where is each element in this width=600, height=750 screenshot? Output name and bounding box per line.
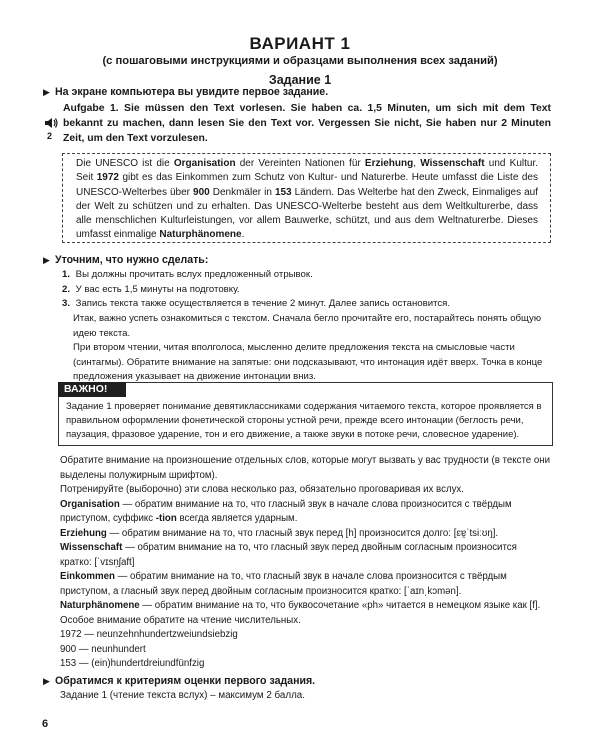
arrow-right-icon: ▶ — [43, 676, 50, 686]
reading-segment: gibt es das Einkommen zum Schutz von Kultur- und Naturerbe. Heute umfasst die Liste des UNESCO-Welterbes über — [76, 172, 538, 198]
reading-segment: und Kultur. Seit — [76, 158, 538, 184]
task-label: Aufgabe 1. — [63, 103, 119, 114]
reading-bold-word: 153 — [274, 186, 292, 198]
notes-paragraph: Обратите внимание на произношение отдельных слов, которые могут вызвать у вас трудности (в тексте они выделены полужирным шрифтом). — [60, 455, 551, 481]
number-reading: 1972 — neunzehnhundertzweiundsiebzig — [60, 629, 238, 640]
notes-paragraph: Потренируйте (выборочно) эти слова несколько раз, обязательно проговаривая их вслух. — [60, 484, 464, 495]
reading-segment: Denkmäler in — [209, 186, 275, 198]
notes-paragraph: Особое внимание обратите на чтение числительных. — [60, 614, 301, 626]
arrow-right-icon: ▶ — [43, 255, 50, 265]
reading-bold-word: Organisation — [173, 158, 236, 169]
reading-segment: Ländern. Das Welterbe hat den Zweck, Einmaliges auf der Welt zu schützen und zu erhalten. Das UNESCO-Welterbe besteht aus dem Weltkulturerbe, dass alle menschlichen Kulturleistungen, vor allem Bauwerke, schützt, und aus dem Weltnaturerbe. Dieses umfasst einmalige — [76, 186, 539, 241]
reading-segment: Die UNESCO ist die — [76, 158, 174, 169]
variant-subtitle: (с пошаговыми инструкциями и образцами выполнения всех заданий) — [102, 55, 498, 67]
reading-segment: . — [241, 229, 245, 241]
task-title: Задание 1 — [268, 73, 332, 87]
audio-track-number: 2 — [47, 131, 53, 141]
important-label: ВАЖНО! — [58, 382, 126, 397]
reading-segment: , — [413, 158, 421, 169]
variant-title: ВАРИАНТ 1 — [249, 34, 351, 53]
word-note-wissenschaft: Wissenschaft — обратим внимание на то, что гласный звук перед двойным согласным произносится кратко: [ˈvɪsn̩ʃaft] — [60, 542, 517, 568]
list-item: 3. Запись текста также осуществляется в течение 2 минут. Далее запись остановится. — [62, 298, 451, 309]
reading-segment: der Vereinten Nationen für — [235, 158, 365, 169]
number-reading: 153 — (ein)hundertdreiundfünfzig — [60, 658, 205, 669]
speaker-icon[interactable] — [44, 116, 58, 130]
word-note-organisation: Organisation — обратим внимание на то, что гласный звук в начале слова произносится с твёрдым приступом, суффикс -tion всегда является ударным. — [60, 498, 512, 524]
task-text: Sie müssen den Text vorlesen. Sie haben ca. 1,5 Minuten, um sich mit dem Text bekannt zu machen, dann lesen Sie den Text vor. Vergessen Sie nicht, Sie haben nur 2 Minuten Zeit, um den Text vorzulesen. — [63, 103, 551, 144]
task-instruction — [63, 101, 551, 146]
pronunciation-notes — [60, 454, 550, 672]
arrow-right-icon: ▶ — [43, 87, 50, 97]
page-number: 6 — [42, 718, 49, 730]
reading-text — [76, 157, 538, 243]
reading-bold-word: 900 — [193, 186, 210, 198]
reading-bold-word: Naturphänomene — [159, 229, 242, 241]
clarify-heading: Уточним, что нужно сделать: — [55, 254, 209, 266]
important-text: Задание 1 проверяет понимание девятиклассниками содержания читаемого текста, которое проявляется в правильном оформлении фонетической стороны устной речи, прежде всего интонации (беглость речи, паузация, фразовое ударение, тон и его движение, а также звуки в потоке речи, словесное ударение). — [66, 401, 542, 440]
reading-bold-word: Erziehung — [364, 158, 414, 169]
intro-line: На экране компьютера вы увидите первое задание. — [55, 86, 329, 98]
list-item: 2. У вас есть 1,5 минуты на подготовку. — [62, 283, 240, 295]
word-note-einkommen: Einkommen — обратим внимание на то, что гласный звук в начале слова произносится с твёрдым приступом, а гласный звук перед двойным согласным произносится кратко: [ˈaɪnˌkɔmən]. — [60, 571, 507, 597]
reading-bold-word: 1972 — [96, 172, 119, 184]
number-reading: 900 — neunhundert — [60, 643, 146, 655]
criteria-heading: Обратимся к критериям оценки первого задания. — [55, 675, 316, 687]
list-item: 1. Вы должны прочитать вслух предложенный отрывок. — [62, 269, 313, 280]
clarify-paragraph-1: Итак, важно успеть ознакомиться с текстом. Сначала бегло прочитайте его, постарайтесь понять общую идею текста. — [73, 313, 542, 339]
steps-list — [62, 268, 550, 312]
reading-bold-word: Wissenschaft — [420, 158, 485, 169]
word-note-naturphaenomene: Naturphänomene — обратим внимание на то, что буквосочетание «ph» читается в немецком языке как [f]. — [60, 600, 541, 611]
clarify-paragraph-2: При втором чтении, читая вполголоса, мысленно делите предложения текста на смысловые части (синтагмы). Обратите внимание на запятые: они подсказывают, что интонация идёт вверх. Точка в конце предложения указывает на движение интонации вниз. — [73, 342, 543, 382]
criteria-text: Задание 1 (чтение текста вслух) – максимум 2 балла. — [60, 690, 305, 701]
word-note-erziehung: Erziehung — обратим внимание на то, что гласный звук перед [h] произносится долго: [ɛɐ̯ˈtsiːʊŋ]. — [60, 527, 499, 539]
